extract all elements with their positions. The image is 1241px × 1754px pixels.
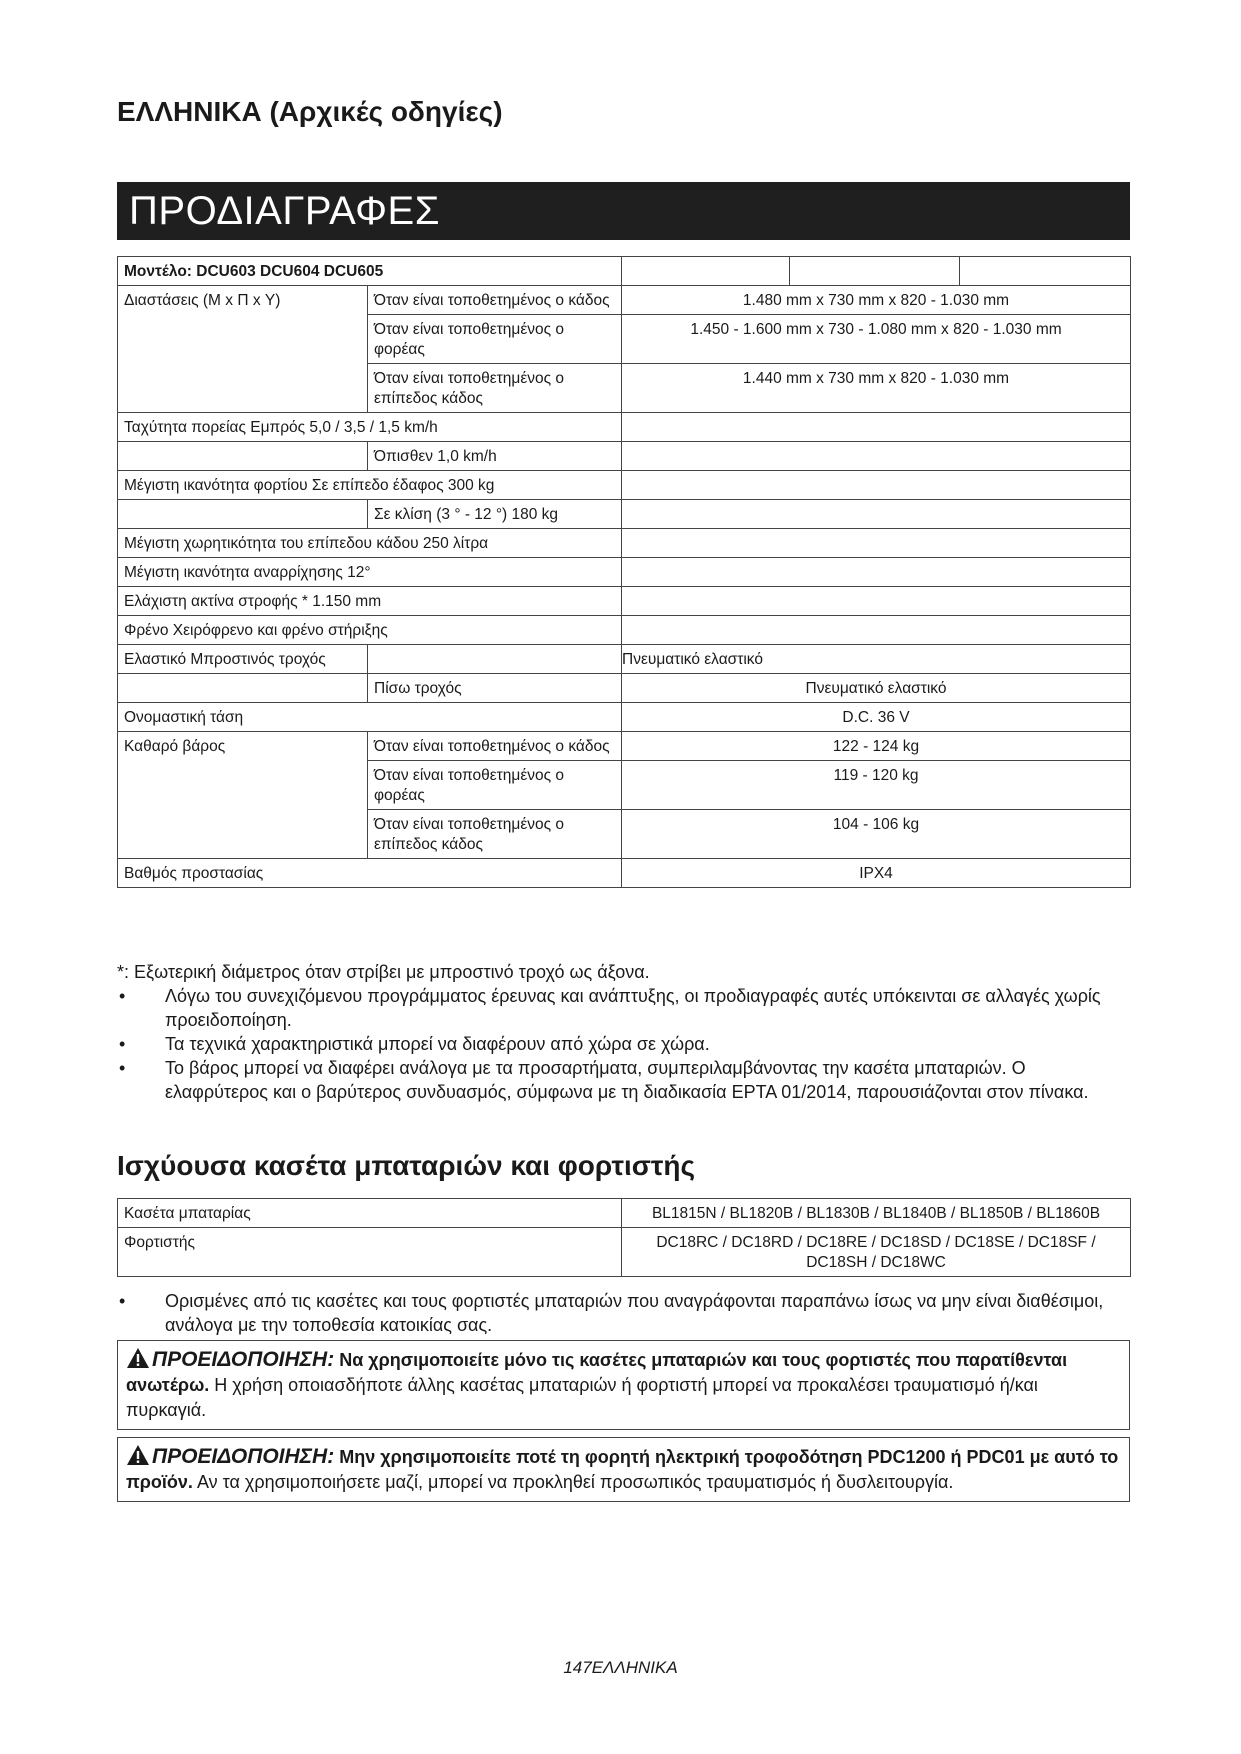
note-text: Λόγω του συνεχιζόμενου προγράμματος έρευνας και ανάπτυξης, οι προδιαγραφές αυτές υπόκεινται σε αλλαγές χωρίς προειδοποίηση.: [165, 986, 1101, 1030]
table-row: [118, 257, 1131, 286]
table-row: [118, 674, 1131, 703]
table-row: [118, 442, 1131, 471]
table-row: [118, 1199, 1131, 1228]
footnote: *: Εξωτερική διάμετρος όταν στρίβει με μπροστινό τροχό ως άξονα.: [117, 962, 650, 982]
weight-label: Καθαρό βάρος: [118, 732, 368, 859]
charger-value: DC18RC / DC18RD / DC18RE / DC18SD / DC18SE / DC18SF / DC18SH / DC18WC: [622, 1228, 1131, 1277]
table-row: [118, 286, 1131, 315]
list-item: [117, 1289, 1130, 1337]
note-text: Το βάρος μπορεί να διαφέρει ανάλογα με τα προσαρτήματα, συμπεριλαμβάνοντας την κασέτα μπαταριών. Ο ελαφρύτερος και ο βαρύτερος συνδυασμός, σύμφωνα με τη διαδικασία EPTA 01/2014, παρουσιάζονται στον πίνακα.: [165, 1058, 1089, 1102]
notes-block: [117, 960, 1130, 1104]
battery-section-title: Ισχύουσα κασέτα μπαταριών και φορτιστής: [117, 1150, 696, 1181]
table-row: [118, 558, 1131, 587]
value-cell: 122 - 124 kg: [622, 732, 1131, 761]
condition-cell: Όταν είναι τοποθετημένος ο κάδος: [368, 286, 622, 315]
bullet: •: [119, 1291, 126, 1311]
warning-bold-text: Μην χρησιμοποιείτε ποτέ τη φορητή ηλεκτρική τροφοδότηση PDC1200 ή PDC01 με αυτό το προϊόν.: [126, 1447, 1119, 1492]
list-item: [117, 984, 1130, 1032]
table-row: [118, 732, 1131, 761]
protection-value: IPX4: [622, 859, 1131, 888]
value-cell: 1.480 mm x 730 mm x 820 - 1.030 mm: [622, 286, 1131, 315]
warning-text: Αν τα χρησιμοποιήσετε μαζί, μπορεί να προκληθεί προσωπικός τραυματισμός ή δυσλειτουργία.: [196, 1472, 954, 1492]
table-row: [118, 500, 1131, 529]
specifications-banner: ΠΡΟΔΙΑΓΡΑΦΕΣ: [117, 182, 1130, 240]
language-title: ΕΛΛΗΝΙΚΑ (Αρχικές οδηγίες): [117, 96, 503, 127]
warning-text: Η χρήση οποιασδήποτε άλλης κασέτας μπαταριών ή φορτιστή μπορεί να προκαλέσει τραυματισμό ή/και πυρκαγιά.: [126, 1375, 1038, 1420]
battery-label: Κασέτα μπαταρίας: [118, 1199, 622, 1228]
table-row: [118, 859, 1131, 888]
voltage-value: D.C. 36 V: [622, 703, 1131, 732]
table-row: [118, 529, 1131, 558]
table-row: [118, 413, 1131, 442]
rear-wheel-value: Πνευματικό ελαστικό: [622, 674, 1131, 703]
condition-cell: Όταν είναι τοποθετημένος ο επίπεδος κάδος: [368, 364, 622, 413]
model-label: Μοντέλο: DCU603 DCU604 DCU605: [118, 257, 622, 286]
warning-box: [117, 1437, 1130, 1502]
table-row: [118, 645, 1131, 674]
value-cell: 1.450 - 1.600 mm x 730 - 1.080 mm x 820 - 1.030 mm: [622, 315, 1131, 364]
rear-wheel-label: Πίσω τροχός: [368, 674, 622, 703]
warning-label: ΠΡΟΕΙΔΟΠΟΙΗΣΗ:: [152, 1348, 335, 1371]
climb-label: Μέγιστη ικανότητα αναρρίχησης 12°: [118, 558, 622, 587]
table-row: [118, 703, 1131, 732]
capacity-label: Μέγιστη χωρητικότητα του επίπεδου κάδου 250 λίτρα: [118, 529, 622, 558]
protection-label: Βαθμός προστασίας: [118, 859, 622, 888]
bullet: •: [119, 1034, 126, 1054]
value-cell: 104 - 106 kg: [622, 810, 1131, 859]
bullet: •: [119, 986, 126, 1006]
voltage-label: Ονομαστική τάση: [118, 703, 622, 732]
warning-box: [117, 1340, 1130, 1430]
front-wheel-label: Ελαστικό Μπροστινός τροχός: [118, 645, 368, 674]
battery-table: [117, 1198, 1131, 1277]
dimensions-label: Διαστάσεις (Μ x Π x Υ): [118, 286, 368, 413]
condition-cell: Όταν είναι τοποθετημένος ο φορέας: [368, 761, 622, 810]
table-row: [118, 587, 1131, 616]
value-cell: 1.440 mm x 730 mm x 820 - 1.030 mm: [622, 364, 1131, 413]
load-slope-cell: Σε κλίση (3 ° - 12 °) 180 kg: [368, 500, 622, 529]
brake-label: Φρένο Χειρόφρενο και φρένο στήριξης: [118, 616, 622, 645]
page-footer: 147ΕΛΛΗΝΙΚΑ: [563, 1658, 678, 1677]
warning-triangle-icon: [126, 1347, 150, 1369]
list-item: [117, 1056, 1130, 1104]
warning-bold-text: Να χρησιμοποιείτε μόνο τις κασέτες μπαταριών και τους φορτιστές που παρατίθενται ανωτέρω.: [126, 1350, 1068, 1395]
table-row: [118, 616, 1131, 645]
condition-cell: Όταν είναι τοποθετημένος ο φορέας: [368, 315, 622, 364]
value-cell: 119 - 120 kg: [622, 761, 1131, 810]
table-row: [118, 1228, 1131, 1277]
condition-cell: Όταν είναι τοποθετημένος ο κάδος: [368, 732, 622, 761]
speed-label: Ταχύτητα πορείας Εμπρός 5,0 / 3,5 / 1,5 km/h: [118, 413, 622, 442]
battery-value: BL1815N / BL1820B / BL1830B / BL1840B / BL1850B / BL1860B: [622, 1199, 1131, 1228]
specifications-table: [117, 256, 1131, 888]
list-item: [117, 1032, 1130, 1056]
table-row: [118, 471, 1131, 500]
warning-triangle-icon: [126, 1444, 150, 1466]
note-text: Τα τεχνικά χαρακτηριστικά μπορεί να διαφέρουν από χώρα σε χώρα.: [165, 1034, 710, 1054]
charger-label: Φορτιστής: [118, 1228, 622, 1277]
front-wheel-value: Πνευματικό ελαστικό: [622, 645, 1131, 674]
warning-label: ΠΡΟΕΙΔΟΠΟΙΗΣΗ:: [152, 1445, 335, 1468]
availability-note: Ορισμένες από τις κασέτες και τους φορτιστές μπαταριών που αναγράφονται παραπάνω ίσως να μην είναι διαθέσιμοι, ανάλογα με την τοποθεσία κατοικίας σας.: [165, 1291, 1104, 1335]
turn-label: Ελάχιστη ακτίνα στροφής * 1.150 mm: [118, 587, 622, 616]
condition-cell: Όταν είναι τοποθετημένος ο επίπεδος κάδος: [368, 810, 622, 859]
load-label: Μέγιστη ικανότητα φορτίου Σε επίπεδο έδαφος 300 kg: [118, 471, 622, 500]
speed-back-cell: Όπισθεν 1,0 km/h: [368, 442, 622, 471]
bullet: •: [119, 1058, 126, 1078]
